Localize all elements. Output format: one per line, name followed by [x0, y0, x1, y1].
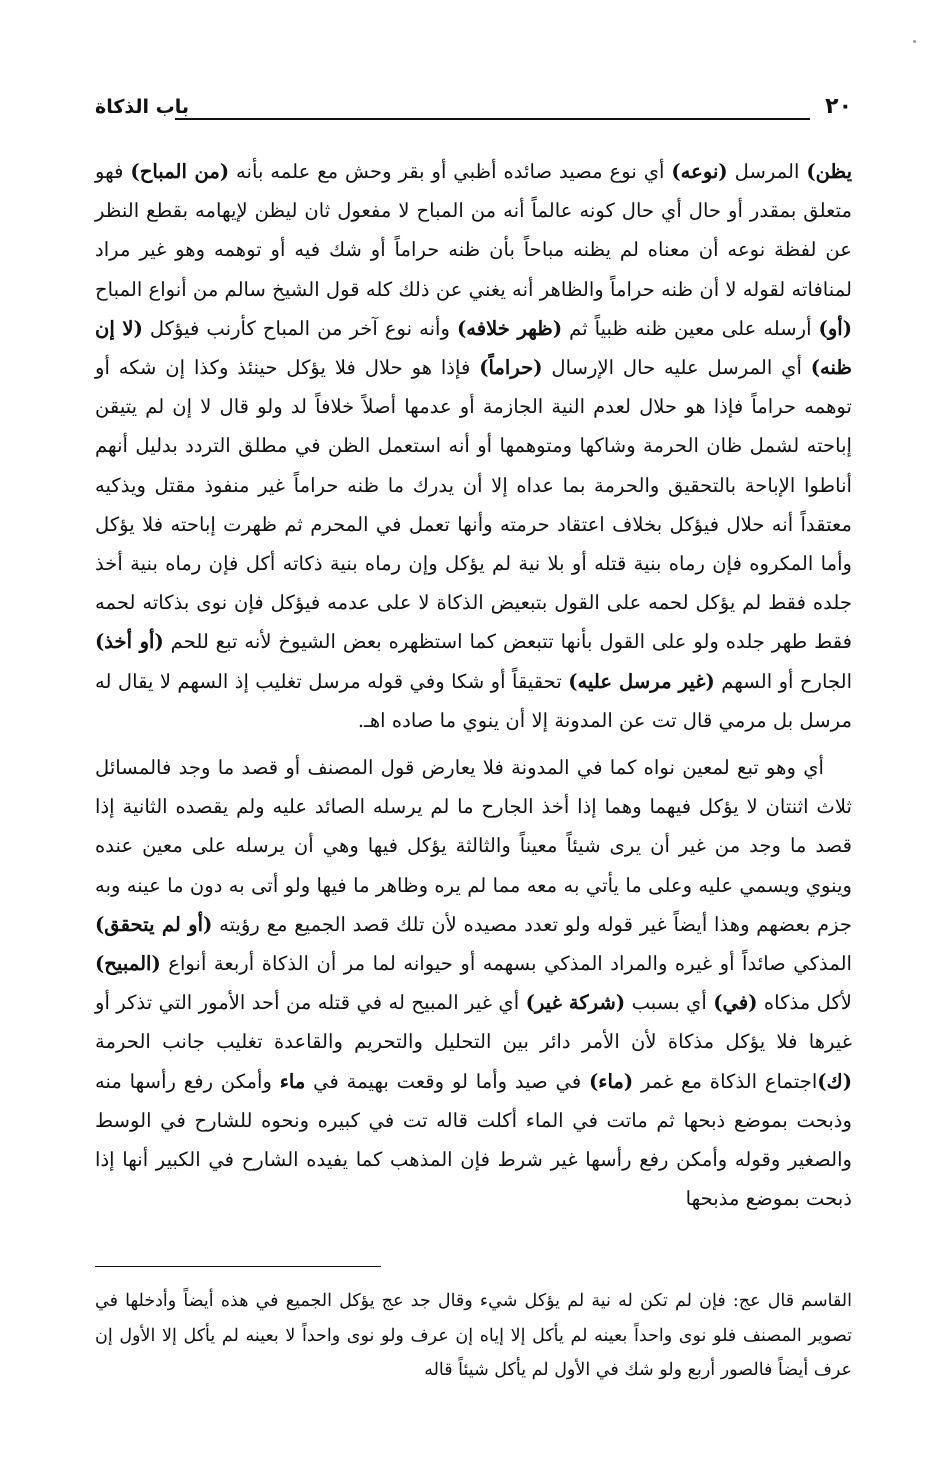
text-run: أي نوع مصيد صائده أظبي أو بقر وحش مع علمه بأنه: [229, 160, 672, 183]
text-run: تحقيقاً أو شكا وفي قوله مرسل تغليب إذ السهم لا يقال له مرسل بل مرمي قال تت عن المدونة إلا أن ينوي ما صاده اهـ.: [95, 669, 852, 732]
text-run: وأنه نوع آخر من المباح كأرنب فيؤكل: [142, 316, 457, 340]
scan-speck: [913, 40, 916, 43]
text-run: فهو متعلق بمقدر أو حال أي حال كونه عالماً أنه من المباح لا مفعول ثان ليظن لإيهامه بقطع النظر عن لفظة نوعه أن معناه لم يظنه مباحاً بأن ظنه حراماً أو شك فيه أو توهمه وهو غير مراد لمنافاته لقوله لا أن ظنه حراماً والظاهر أنه يغني عن ذلك كله قول الشيخ سالم من أنواع المباح: [95, 160, 852, 301]
bold-term: (ماء): [588, 1069, 634, 1093]
header-rule: [175, 118, 810, 120]
text-run: فإذا هو حلال فلا يؤكل حينئذ وكذا إن شكه أو توهمه حراماً فإذا هو حلال لعدم النية الجازمة أو عدمها أصلاً خلافاً لد ولو قال لا إن لم يتيقن إباحته لشمل ظان الحرمة وشاكها ومتوهمها أو أنه استعمل الظن في مطلق التردد بدليل أنهم أناطوا الإباحة بالتحقيق والحرمة بما عداه إلا أن يدرك ما ظنه حراماً غير منفوذ مقتل ويذكيه معتقداً أنه حلال فيؤكل بخلاف اعتقاد حرمته وأنها تعمل في المحرم ثم ظهرت إباحته فلا يؤكل وأما المكروه فإن رماه بنية قتله أو بلا نية لم يؤكل وإن رماه بنية ذكاته أكل فإن رماه بنية أخذ جلده فقط لم يؤكل لحمه على القول بتبعيض الذكاة لا على عدمه فيؤكل فإن نوى بذكاته لحمه فقط طهر جلده ولو على القول بأنها تتبعض كما استظهره بعض الشيوخ لأنه تبع للحم: [95, 356, 852, 654]
text-run: أرسله على معين ظنه ظبياً ثم: [562, 316, 819, 340]
running-title: باب الذكاة: [95, 96, 189, 118]
text-run: في صيد وأما لو وقعت بهيمة في: [305, 1069, 589, 1093]
bold-term: (غير مرسل عليه): [568, 669, 715, 693]
paragraph-2: [95, 748, 852, 1218]
page-number: ٢٠: [825, 94, 852, 119]
bold-term: ماء: [279, 1069, 306, 1093]
bold-term: (أو): [818, 316, 852, 340]
bold-term: (ك): [817, 1069, 852, 1093]
footnote-separator: [95, 1266, 381, 1267]
bold-term: (أو لم يتحقق): [95, 912, 213, 936]
bold-term: (من المباح): [130, 160, 230, 183]
bold-term: يظن): [806, 160, 853, 183]
main-text: [95, 152, 852, 1218]
text-run: المرسل: [727, 160, 807, 183]
bold-term: (في): [713, 991, 758, 1015]
bold-term: (نوعه): [671, 160, 728, 183]
text-run: المذكي صائداً أو غيره والمراد المذكي بسهمه أو حيوانه لما مر أن الذكاة أربعة أنواع: [160, 952, 852, 976]
text-run: لأكل مذكاه: [757, 991, 852, 1015]
text-run: أي غير المبيح له في قتله من أحد الأمور التي تذكر أو غيرها فلا يؤكل مذكاة لأن الأمر دائر بين التحليل والتحريم والقاعدة تغليب جانب الحرمة: [95, 991, 852, 1054]
page-header: [95, 90, 852, 130]
bold-term: (لا إن ظنه): [95, 316, 853, 380]
text-run: اجتماع الذكاة مع غمر: [633, 1069, 818, 1093]
paragraph-1: [95, 152, 852, 740]
bold-term: (المبيح): [95, 952, 161, 976]
text-run: أي المرسل عليه حال الإرسال: [542, 356, 811, 380]
text-run: أي وهو تبع لمعين نواه كما في المدونة فلا يعارض قول المصنف أو قصد ما وجد فالمسائل ثلاث اثنتان لا يؤكل فيهما وهما إذا أخذ الجارح ما لم يرسله الصائد عليه ولم يقصده الثانية إذا قصد ما وجد من غير أن يرى شيئاً معيناً والثالثة يؤكل فيها وهي أن يرسله على معين عنده وينوي ويسمي عليه وعلى ما يأتي به معه مما لم يره وظاهر ما فيها ولو أتى به دون ما عينه وبه جزم بعضهم وهذا أيضاً غير قوله ولو تعدد مصيده لأن تلك قصد الجميع مع رؤيته: [95, 756, 852, 936]
footnote: القاسم قال عج: فإن لم تكن له نية لم يؤكل شيء وقال جد عج يؤكل الجميع في هذه أيضاً وأدخلها في تصوير المصنف فلو نوى واحداً بعينه لم يأكل إلا إياه إن عرف ولو نوى واحداً لا بعينه لم يأكل إلا الأول إن عرف أيضاً فالصور أربع ولو شك في الأول لم يأكل شيئاً قاله: [95, 1291, 852, 1380]
text-run: وأمكن رفع رأسها منه وذبحت بموضع ذبحها ثم ماتت في الماء أكلت قاله تت في كبيره ونحوه للشارح في الوسط والصغير وقوله وأمكن رفع رأسها غير شرط فإن المذهب كما يفيده الشارح في الكبير أنها إذا ذبحت بموضع مذبحها: [95, 1069, 852, 1211]
bold-term: (شركة غير): [525, 991, 626, 1015]
text-run: أي بسبب: [625, 991, 714, 1015]
bold-term: (أو أخذ): [95, 630, 164, 654]
text-run: الجارح أو السهم: [714, 669, 853, 693]
bold-term: (حراماً): [479, 356, 543, 380]
bold-term: (ظهر خلافه): [456, 316, 563, 340]
